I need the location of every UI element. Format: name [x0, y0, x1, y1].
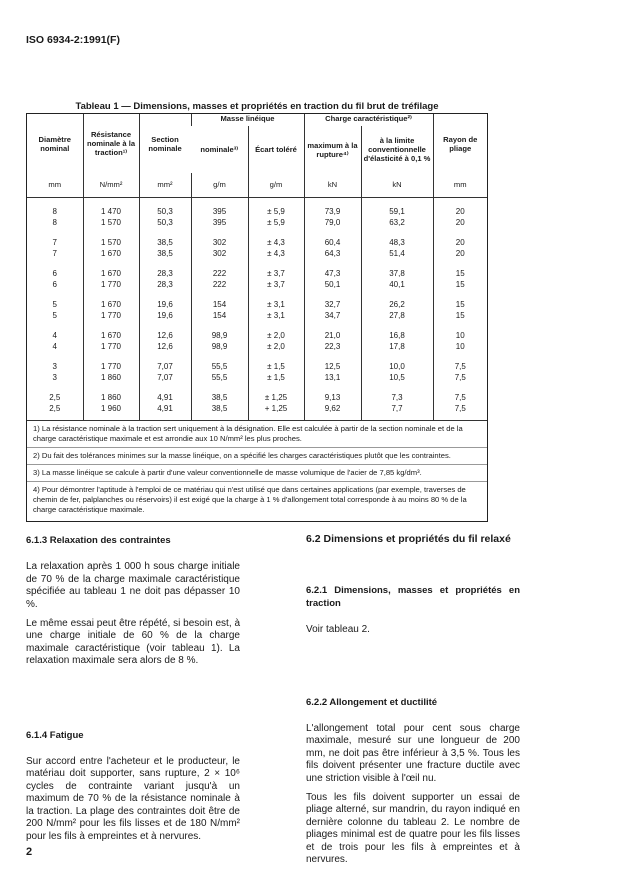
- table-cell: 64,3: [304, 249, 361, 260]
- table-cell: 1 570: [83, 238, 139, 249]
- spacer-cell: [27, 228, 83, 238]
- spacer-cell: [83, 259, 139, 269]
- table-cell: 63,2: [361, 218, 433, 229]
- spacer-cell: [83, 290, 139, 300]
- table-cell: ± 5,9: [248, 207, 304, 218]
- table-cell: 20: [433, 238, 487, 249]
- table-cell: 27,8: [361, 311, 433, 322]
- spacer-cell: [191, 321, 248, 331]
- row-spacer: [27, 228, 487, 238]
- table-cell: 38,5: [139, 249, 191, 260]
- table-cell: 7,07: [139, 362, 191, 373]
- footnote: 4) Pour démontrer l'aptitude à l'emploi de ce matériau qui n'est utilisé que dans certaines applications (par exemple, traverses de chemin de fer, palplanches ou réservoirs) il est exigé que la charge à 1 % d'allongement total corresponde à au moins 80 % de la charge caractéristique maximale.: [33, 485, 467, 514]
- table-cell: 9,13: [304, 393, 361, 404]
- table-cell: 21,0: [304, 331, 361, 342]
- table-cell: 10: [433, 342, 487, 353]
- table-cell: 222: [191, 269, 248, 280]
- table-cell: 15: [433, 300, 487, 311]
- spacer-cell: [433, 321, 487, 331]
- table-cell: 10: [433, 331, 487, 342]
- table-cell: 73,9: [304, 207, 361, 218]
- table-cell: ± 4,3: [248, 249, 304, 260]
- table-cell: ± 2,0: [248, 342, 304, 353]
- table-title: Tableau 1 — Dimensions, masses et propriétés en traction du fil brut de tréfilage: [75, 101, 439, 112]
- spacer-cell: [139, 259, 191, 269]
- table-row: [27, 331, 487, 342]
- col-header: Écart toléré: [248, 126, 304, 173]
- unit-cell: kN: [304, 173, 361, 197]
- spacer-cell: [304, 352, 361, 362]
- spacer-cell: [248, 197, 304, 207]
- row-spacer: [27, 197, 487, 207]
- spacer-cell: [139, 321, 191, 331]
- table-cell: 3: [52, 362, 57, 371]
- table-cell: 1 770: [83, 342, 139, 353]
- spacer-cell: [248, 352, 304, 362]
- table-cell: 60,4: [304, 238, 361, 249]
- footnote: 3) La masse linéique se calcule à partir d'une valeur conventionnelle de masse volumique de l'acier de 7,85 kg/dm³.: [27, 465, 487, 482]
- table-cell: 59,1: [361, 207, 433, 218]
- right-column: [306, 533, 520, 874]
- table-cell: 19,6: [139, 311, 191, 322]
- table-cell: 98,9: [191, 342, 248, 353]
- page-number: 2: [26, 846, 33, 858]
- table-cell: 6: [52, 279, 57, 289]
- spacer-cell: [361, 321, 433, 331]
- spacer-cell: [191, 290, 248, 300]
- table-row: [27, 300, 487, 311]
- table-cell: 2,5: [49, 403, 61, 413]
- spacer-cell: [248, 228, 304, 238]
- spacer-cell: [248, 259, 304, 269]
- table-cell: 4: [52, 341, 57, 351]
- spacer-cell: [83, 228, 139, 238]
- section-6-1-3-heading: 6.1.3 Relaxation des contraintes: [26, 535, 171, 546]
- spacer-cell: [191, 259, 248, 269]
- spacer-cell: [83, 352, 139, 362]
- spacer-cell: [361, 228, 433, 238]
- table-cell: 1 670: [83, 269, 139, 280]
- table-cell: 98,9: [191, 331, 248, 342]
- table-cell: 50,1: [304, 280, 361, 291]
- table-cell: 8: [52, 207, 57, 216]
- table-cell: 17,8: [361, 342, 433, 353]
- table-cell: 7,5: [433, 404, 487, 415]
- table-footnotes: [27, 420, 487, 521]
- table-cell: 12,5: [304, 362, 361, 373]
- table-cell: 37,8: [361, 269, 433, 280]
- left-column: [26, 535, 240, 850]
- table-cell: 7: [52, 248, 57, 258]
- table-cell: ± 1,5: [248, 373, 304, 384]
- table-cell: 7: [52, 238, 57, 247]
- table-cell: ± 1,25: [248, 393, 304, 404]
- table-cell: ± 3,7: [248, 280, 304, 291]
- spacer-cell: [361, 290, 433, 300]
- spacer-cell: [433, 197, 487, 207]
- spacer-cell: [248, 321, 304, 331]
- paragraph: La relaxation après 1 000 h sous charge initiale de 70 % de la charge maximale caractéristique spécifiée au tableau 1 ne doit pas dépasser 10 %.: [26, 561, 240, 610]
- table-cell: 15: [433, 280, 487, 291]
- table-cell: ± 3,1: [248, 300, 304, 311]
- unit-cell: g/m: [248, 173, 304, 197]
- table-cell: 1 770: [83, 311, 139, 322]
- section-6-2-heading: 6.2 Dimensions et propriétés du fil relaxé: [306, 533, 511, 545]
- unit-cell: kN: [361, 173, 433, 197]
- row-spacer: [27, 259, 487, 269]
- spacer-cell: [433, 290, 487, 300]
- spacer-cell: [27, 259, 83, 269]
- table-1: [26, 113, 488, 522]
- table-cell: 38,5: [191, 393, 248, 404]
- spacer-cell: [361, 352, 433, 362]
- table-cell: 38,5: [139, 238, 191, 249]
- table-cell: 7,3: [361, 393, 433, 404]
- table-cell: 5: [52, 300, 57, 309]
- table-cell: 34,7: [304, 311, 361, 322]
- table-cell: 16,8: [361, 331, 433, 342]
- document-header: ISO 6934-2:1991(F): [26, 34, 120, 46]
- table-cell: 10,0: [361, 362, 433, 373]
- row-spacer: [27, 352, 487, 362]
- spacer-cell: [248, 290, 304, 300]
- table-cell: 8: [52, 217, 57, 227]
- spacer-cell: [27, 383, 83, 393]
- paragraph: Tous les fils doivent supporter un essai de pliage alterné, sur mandrin, du rayon indiqué en dernière colonne du tableau 2. Le nombre de pliages minimal est de quatre pour les fils lisses et de trois pour les fils à empreintes et à nervures.: [306, 792, 520, 866]
- spacer-cell: [433, 228, 487, 238]
- table-cell: 154: [191, 311, 248, 322]
- table-cell: 20: [433, 218, 487, 229]
- table-row: [27, 218, 487, 229]
- table-cell: 302: [191, 249, 248, 260]
- spacer-cell: [191, 383, 248, 393]
- table-cell: 13,1: [304, 373, 361, 384]
- table-row: [27, 404, 487, 415]
- unit-cell: g/m: [191, 173, 248, 197]
- spacer-cell: [304, 259, 361, 269]
- table-cell: 302: [191, 238, 248, 249]
- table-cell: 395: [191, 207, 248, 218]
- row-spacer: [27, 290, 487, 300]
- spacer-cell: [433, 352, 487, 362]
- table-cell: 7,5: [433, 393, 487, 404]
- table-cell: 4: [52, 331, 57, 340]
- table-cell: 1 470: [83, 207, 139, 218]
- spacer-cell: [139, 383, 191, 393]
- footnote: 2) Du fait des tolérances minimes sur la masse linéique, on a spécifié les charges caractéristiques plutôt que les contraintes.: [27, 448, 487, 465]
- table-row: [27, 238, 487, 249]
- paragraph: Sur accord entre l'acheteur et le producteur, le matériau doit supporter, sans rupture, 2 × 10⁶ cycles de contrainte variant jusqu'à un maximum de 70 % de la résistance nominale à la traction. La plage des contraintes doit être de 200 N/mm² pour les fils lisses et de 180 N/mm² pour les fils à empreintes et à nervures.: [26, 756, 240, 842]
- table-cell: 26,2: [361, 300, 433, 311]
- table-cell: 7,5: [433, 373, 487, 384]
- table-cell: 7,7: [361, 404, 433, 415]
- table-cell: 50,3: [139, 218, 191, 229]
- table-cell: 79,0: [304, 218, 361, 229]
- table-cell: + 1,25: [248, 404, 304, 415]
- table-cell: 1 860: [83, 393, 139, 404]
- table-cell: 7,5: [433, 362, 487, 373]
- table-cell: 50,3: [139, 207, 191, 218]
- table-cell: 222: [191, 280, 248, 291]
- table-row: [27, 269, 487, 280]
- table-cell: 10,5: [361, 373, 433, 384]
- spacer-cell: [83, 197, 139, 207]
- table-cell: 15: [433, 311, 487, 322]
- row-spacer: [27, 321, 487, 331]
- table-cell: 1 770: [83, 280, 139, 291]
- table-cell: 40,1: [361, 280, 433, 291]
- table-cell: 7,07: [139, 373, 191, 384]
- spacer-cell: [27, 352, 83, 362]
- table-cell: 28,3: [139, 269, 191, 280]
- col-header: maximum à la rupture⁴⁾: [304, 126, 361, 173]
- row-spacer: [27, 383, 487, 393]
- spacer-cell: [304, 197, 361, 207]
- table-cell: 22,3: [304, 342, 361, 353]
- table-cell: 48,3: [361, 238, 433, 249]
- spacer-cell: [191, 352, 248, 362]
- table-cell: ± 5,9: [248, 218, 304, 229]
- spacer-cell: [139, 228, 191, 238]
- spacer-cell: [27, 290, 83, 300]
- spacer-cell: [191, 197, 248, 207]
- table-row: [27, 249, 487, 260]
- table-cell: 1 960: [83, 404, 139, 415]
- table-cell: 9,62: [304, 404, 361, 415]
- col-header: Résistance nominale à la traction¹⁾: [83, 114, 139, 173]
- table-cell: 5: [52, 310, 57, 320]
- table-cell: 1 770: [83, 362, 139, 373]
- paragraph: Le même essai peut être répété, si besoin est, à une charge initiale de 60 % de la charge maximale caractéristique (voir tableau 1). La relaxation maximale sera alors de 8 %.: [26, 618, 240, 667]
- col-header: nominale³⁾: [200, 145, 239, 154]
- unit-cell: mm: [27, 173, 83, 197]
- spacer-cell: [248, 383, 304, 393]
- table-cell: 12,6: [139, 331, 191, 342]
- spacer-cell: [191, 228, 248, 238]
- table-cell: 55,5: [191, 373, 248, 384]
- table-cell: ± 4,3: [248, 238, 304, 249]
- spacer-cell: [304, 228, 361, 238]
- paragraph: Voir tableau 2.: [306, 624, 370, 636]
- table-cell: 4,91: [139, 393, 191, 404]
- table-cell: 12,6: [139, 342, 191, 353]
- spacer-cell: [304, 321, 361, 331]
- table-cell: 1 860: [83, 373, 139, 384]
- table-row: [27, 311, 487, 322]
- table-cell: 6: [52, 269, 57, 278]
- table-cell: ± 3,7: [248, 269, 304, 280]
- section-6-2-2-heading: 6.2.2 Allongement et ductilité: [306, 696, 438, 708]
- table-cell: 15: [433, 269, 487, 280]
- spacer-cell: [304, 290, 361, 300]
- section-6-2-1-heading: 6.2.1 Dimensions, masses et propriétés en traction: [306, 585, 520, 609]
- spacer-cell: [433, 259, 487, 269]
- table-cell: 38,5: [191, 404, 248, 415]
- table-cell: 19,6: [139, 300, 191, 311]
- table-cell: 1 670: [83, 300, 139, 311]
- table-cell: 28,3: [139, 280, 191, 291]
- col-header: Rayon de pliage: [433, 114, 487, 173]
- spacer-cell: [433, 383, 487, 393]
- table-cell: 154: [191, 300, 248, 311]
- col-header: à la limite conventionnelle d'élasticité à 0,1 %: [361, 126, 433, 173]
- group-header-charge: Charge caractéristique²⁾: [304, 114, 433, 126]
- table-cell: 47,3: [304, 269, 361, 280]
- spacer-cell: [361, 197, 433, 207]
- table-cell: 20: [433, 249, 487, 260]
- table-cell: 51,4: [361, 249, 433, 260]
- table-cell: ± 1,5: [248, 362, 304, 373]
- unit-cell: mm: [433, 173, 487, 197]
- table-cell: ± 2,0: [248, 331, 304, 342]
- spacer-cell: [361, 383, 433, 393]
- paragraph: L'allongement total pour cent sous charge maximale, mesuré sur une longueur de 200 mm, ne doit pas être inférieur à 3,5 %. Tous les fils doivent présenter une fracture ductile avec une striction visible à l'œil nu.: [306, 723, 520, 784]
- spacer-cell: [139, 197, 191, 207]
- spacer-cell: [304, 383, 361, 393]
- table-row: [27, 393, 487, 404]
- table-cell: 20: [433, 207, 487, 218]
- table-cell: 3: [52, 372, 57, 382]
- spacer-cell: [27, 197, 83, 207]
- table-cell: 32,7: [304, 300, 361, 311]
- group-header-masse: Masse linéique: [191, 114, 304, 126]
- unit-cell: N/mm²: [83, 173, 139, 197]
- table-cell: 55,5: [191, 362, 248, 373]
- table-cell: 2,5: [49, 393, 61, 402]
- table-cell: 395: [191, 218, 248, 229]
- table-row: [27, 280, 487, 291]
- table-cell: 1 670: [83, 331, 139, 342]
- spacer-cell: [361, 259, 433, 269]
- spacer-cell: [27, 321, 83, 331]
- table-cell: 1 570: [83, 218, 139, 229]
- footnote: 1) La résistance nominale à la traction sert uniquement à la désignation. Elle est calculée à partir de la section nominale et de la charge caractéristique maximale et est arrondie aux 10 N/mm² les plus proches.: [27, 421, 487, 448]
- table-row: [27, 373, 487, 384]
- table-cell: ± 3,1: [248, 311, 304, 322]
- col-header: Diamètre nominal: [38, 134, 71, 153]
- table-cell: 4,91: [139, 404, 191, 415]
- table-row: [27, 342, 487, 353]
- spacer-cell: [139, 290, 191, 300]
- spacer-cell: [139, 352, 191, 362]
- table-cell: 1 670: [83, 249, 139, 260]
- table-row: [27, 207, 487, 218]
- unit-cell: mm²: [139, 173, 191, 197]
- section-6-1-4-heading: 6.1.4 Fatigue: [26, 729, 84, 741]
- col-header: Section nominale: [139, 114, 191, 173]
- spacer-cell: [83, 321, 139, 331]
- table-row: [27, 362, 487, 373]
- spacer-cell: [83, 383, 139, 393]
